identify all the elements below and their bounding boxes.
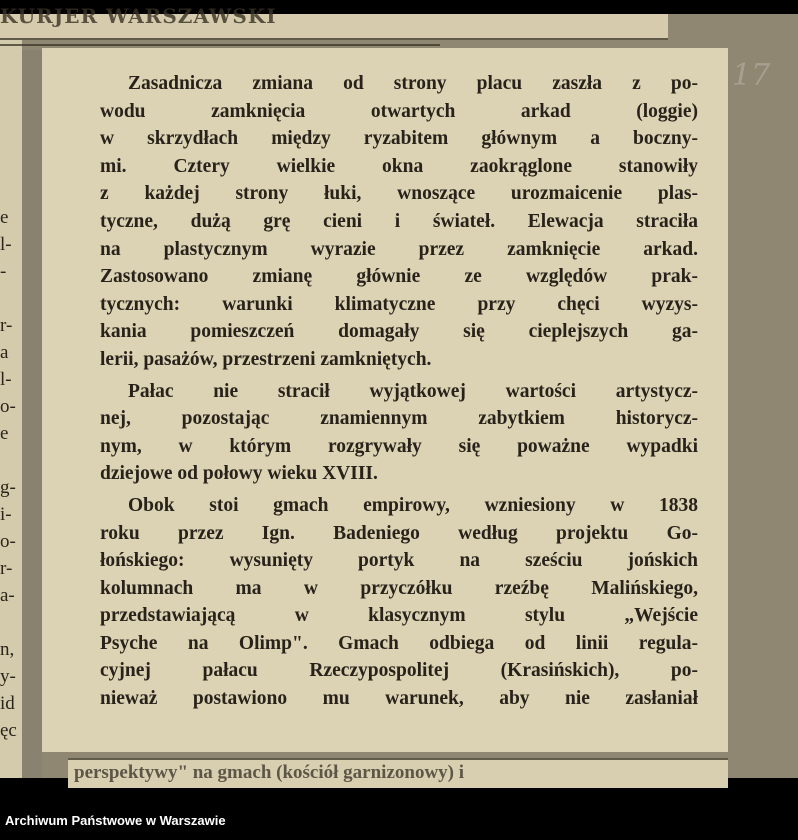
text-line: wodu zamknięcia otwartych arkad (loggie) [100,100,698,122]
fragment: - [0,261,7,282]
fragment: o- [0,396,16,417]
fragment: l- [0,234,12,255]
fragment [0,609,22,636]
fragment: o- [0,531,16,552]
text-line: z każdej strony łuki, wnoszące urozmaicenie plas- [100,183,698,205]
fragment [0,285,22,312]
text-line: Zasadnicza zmiana od strony placu zaszła z po- [128,73,698,94]
masthead: KURJER WARSZAWSKI [0,4,277,28]
divider [0,38,668,40]
fragment: l- [0,369,12,390]
divider [68,758,728,760]
divider [0,44,440,46]
fragment: e [0,207,9,228]
text-line: kania pomieszczeń domagały się cieplejszych ga- [100,321,698,343]
fragment: y- [0,666,16,687]
gutter [22,50,42,778]
text-line: Psyche na Olimp". Gmach odbiega od linii regula- [100,632,698,654]
text-line: kolumnach ma w przyczółku rzeźbę Malińskiego, [100,577,698,599]
left-column-fragments [0,204,22,744]
fragment: g- [0,477,16,498]
text-line: tycznych: warunki klimatyczne przy chęci wyzys- [100,293,698,315]
fragment: ęc [0,720,17,741]
fragment: a- [0,585,15,606]
text-line: mi. Cztery wielkie okna zaokrąglone stanowiły [100,155,698,177]
pencil-mark: 17 [732,58,771,93]
text-line: lerii, pasażów, przestrzeni zamkniętych. [100,348,432,370]
fragment: r- [0,315,13,336]
fragment: r- [0,558,13,579]
fragment [0,447,22,474]
text-line: na plastycznym wyrazie przez zamknięcie arkad. [100,238,698,260]
text-line: w skrzydłach między ryzabitem głównym a boczny- [100,128,698,150]
fragment: e [0,423,9,444]
text-line: nej, pozostając znamiennym zabytkiem historycz- [100,408,698,430]
bottom-fragment: perspektywy" na gmach (kościół garnizonowy) i [74,762,465,783]
text-line: dziejowe od połowy wieku XVIII. [100,463,378,485]
article-clipping [42,48,728,752]
top-clipping [0,4,668,40]
text-line: łońskiego: wysunięty portyk na sześciu jońskich [100,550,698,572]
text-line: tyczne, dużą grę cieni i świateł. Elewacja straciła [100,210,698,232]
text-line: przedstawiającą w klasycznym stylu „Wejście [100,605,698,627]
fragment: id [0,693,15,714]
text-line: Zastosowano zmianę głównie ze względów prak- [100,266,698,288]
text-line: roku przez Ign. Badeniego według projektu Go- [100,522,698,544]
fragment: n, [0,639,15,660]
fragment: i- [0,504,12,525]
scanned-document [0,4,798,783]
adjacent-column [0,14,22,778]
text-line: nieważ postawiono mu warunek, aby nie zasłaniał [100,688,698,710]
text-line: nym, w którym rozgrywały się poważne wypadki [100,435,698,457]
article-body [100,70,698,713]
bottom-clipping [68,758,728,788]
fragment: a [0,342,9,363]
text-line: Pałac nie stracił wyjątkowej wartości artystycz- [128,380,698,402]
archive-caption: Archiwum Państwowe w Warszawie [5,813,226,828]
text-line: Obok stoi gmach empirowy, wzniesiony w 1838 [128,494,698,516]
text-line: cyjnej pałacu Rzeczypospolitej (Krasińskich), po- [100,660,698,682]
